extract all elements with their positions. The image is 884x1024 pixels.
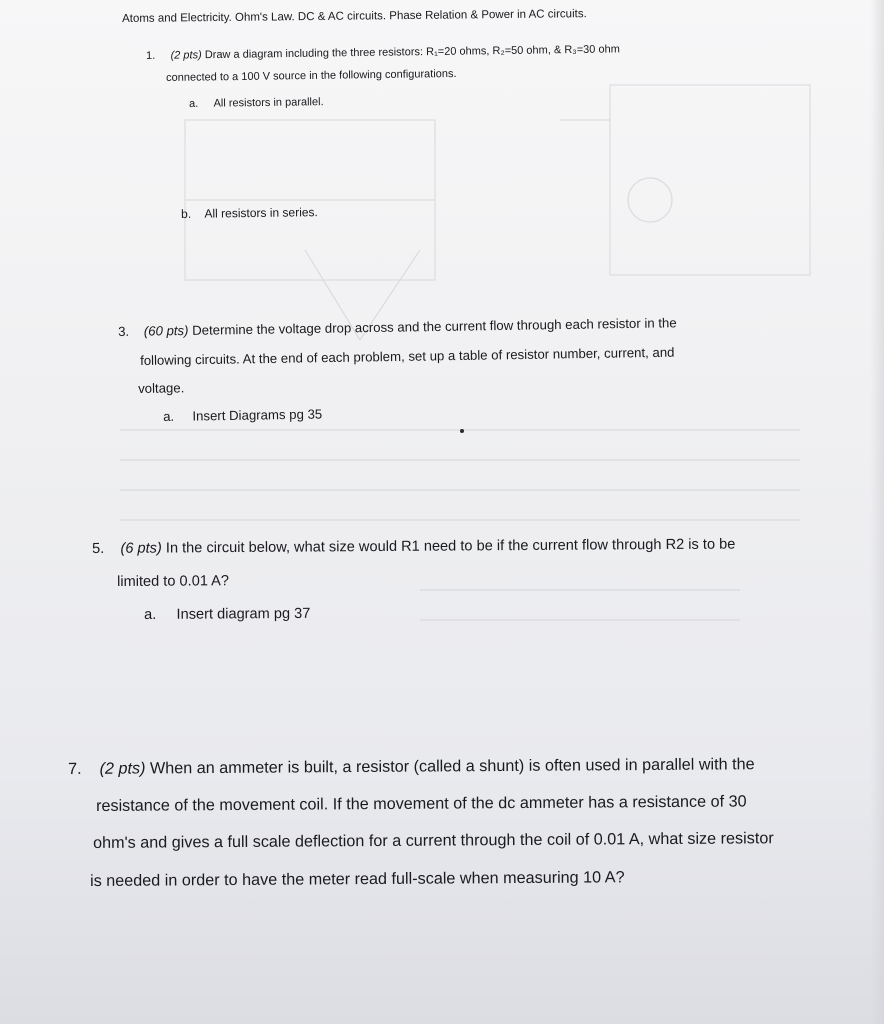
question-1-points: (2 pts) bbox=[170, 49, 202, 62]
question-7-points: (2 pts) bbox=[99, 759, 146, 778]
question-1-number: 1. bbox=[146, 49, 156, 62]
question-3-points: (60 pts) bbox=[143, 322, 189, 339]
pen-dot-mark bbox=[460, 429, 464, 433]
question-7-text: When an ammeter is built, a resistor (called a shunt) is often used in parallel with the bbox=[145, 755, 755, 778]
question-1b bbox=[181, 205, 318, 221]
question-3-number: 3. bbox=[118, 323, 130, 339]
question-5a bbox=[144, 606, 310, 623]
question-1-line-2: connected to a 100 V source in the following configurations. bbox=[166, 67, 457, 84]
question-3-text: Determine the voltage drop across and the current flow through each resistor in the bbox=[188, 315, 677, 338]
question-5-line-2: limited to 0.01 A? bbox=[117, 573, 230, 590]
question-5a-text: Insert diagram pg 37 bbox=[176, 605, 311, 623]
question-1b-text: All resistors in series. bbox=[204, 205, 318, 221]
question-1a-text: All resistors in parallel. bbox=[213, 96, 324, 110]
question-3a-label: a. bbox=[163, 408, 175, 424]
question-1b-label: b. bbox=[181, 206, 192, 221]
question-7-line-4: is needed in order to have the meter read full-scale when measuring 10 A? bbox=[90, 868, 625, 890]
question-1a-label: a. bbox=[189, 97, 199, 110]
question-5-points: (6 pts) bbox=[120, 540, 162, 557]
question-3-line-2: following circuits. At the end of each problem, set up a table of resistor number, current, and bbox=[140, 344, 675, 368]
worksheet-header: Atoms and Electricity. Ohm's Law. DC & AC circuits. Phase Relation & Power in AC circuits. bbox=[122, 8, 587, 25]
question-3-line-3: voltage. bbox=[138, 380, 185, 396]
question-7-line-2: resistance of the movement coil. If the movement of the dc ammeter has a resistance of 30 bbox=[96, 792, 747, 815]
question-5-text: In the circuit below, what size would R1 need to be if the current flow through R2 is to be bbox=[161, 536, 736, 557]
question-5-number: 5. bbox=[92, 540, 105, 557]
question-7-line-3: ohm's and gives a full scale deflection for a current through the coil of 0.01 A, what size resistor bbox=[93, 829, 774, 852]
question-1a bbox=[189, 96, 324, 110]
question-1-text: Draw a diagram including the three resistors: R₁=20 ohms, R₂=50 ohm, & R₃=30 ohm bbox=[201, 43, 620, 62]
page-edge-shadow bbox=[870, 0, 884, 1024]
question-5a-label: a. bbox=[144, 606, 157, 623]
question-3a-text: Insert Diagrams pg 35 bbox=[192, 406, 323, 424]
question-7-number: 7. bbox=[68, 759, 82, 778]
question-3a bbox=[163, 407, 322, 424]
